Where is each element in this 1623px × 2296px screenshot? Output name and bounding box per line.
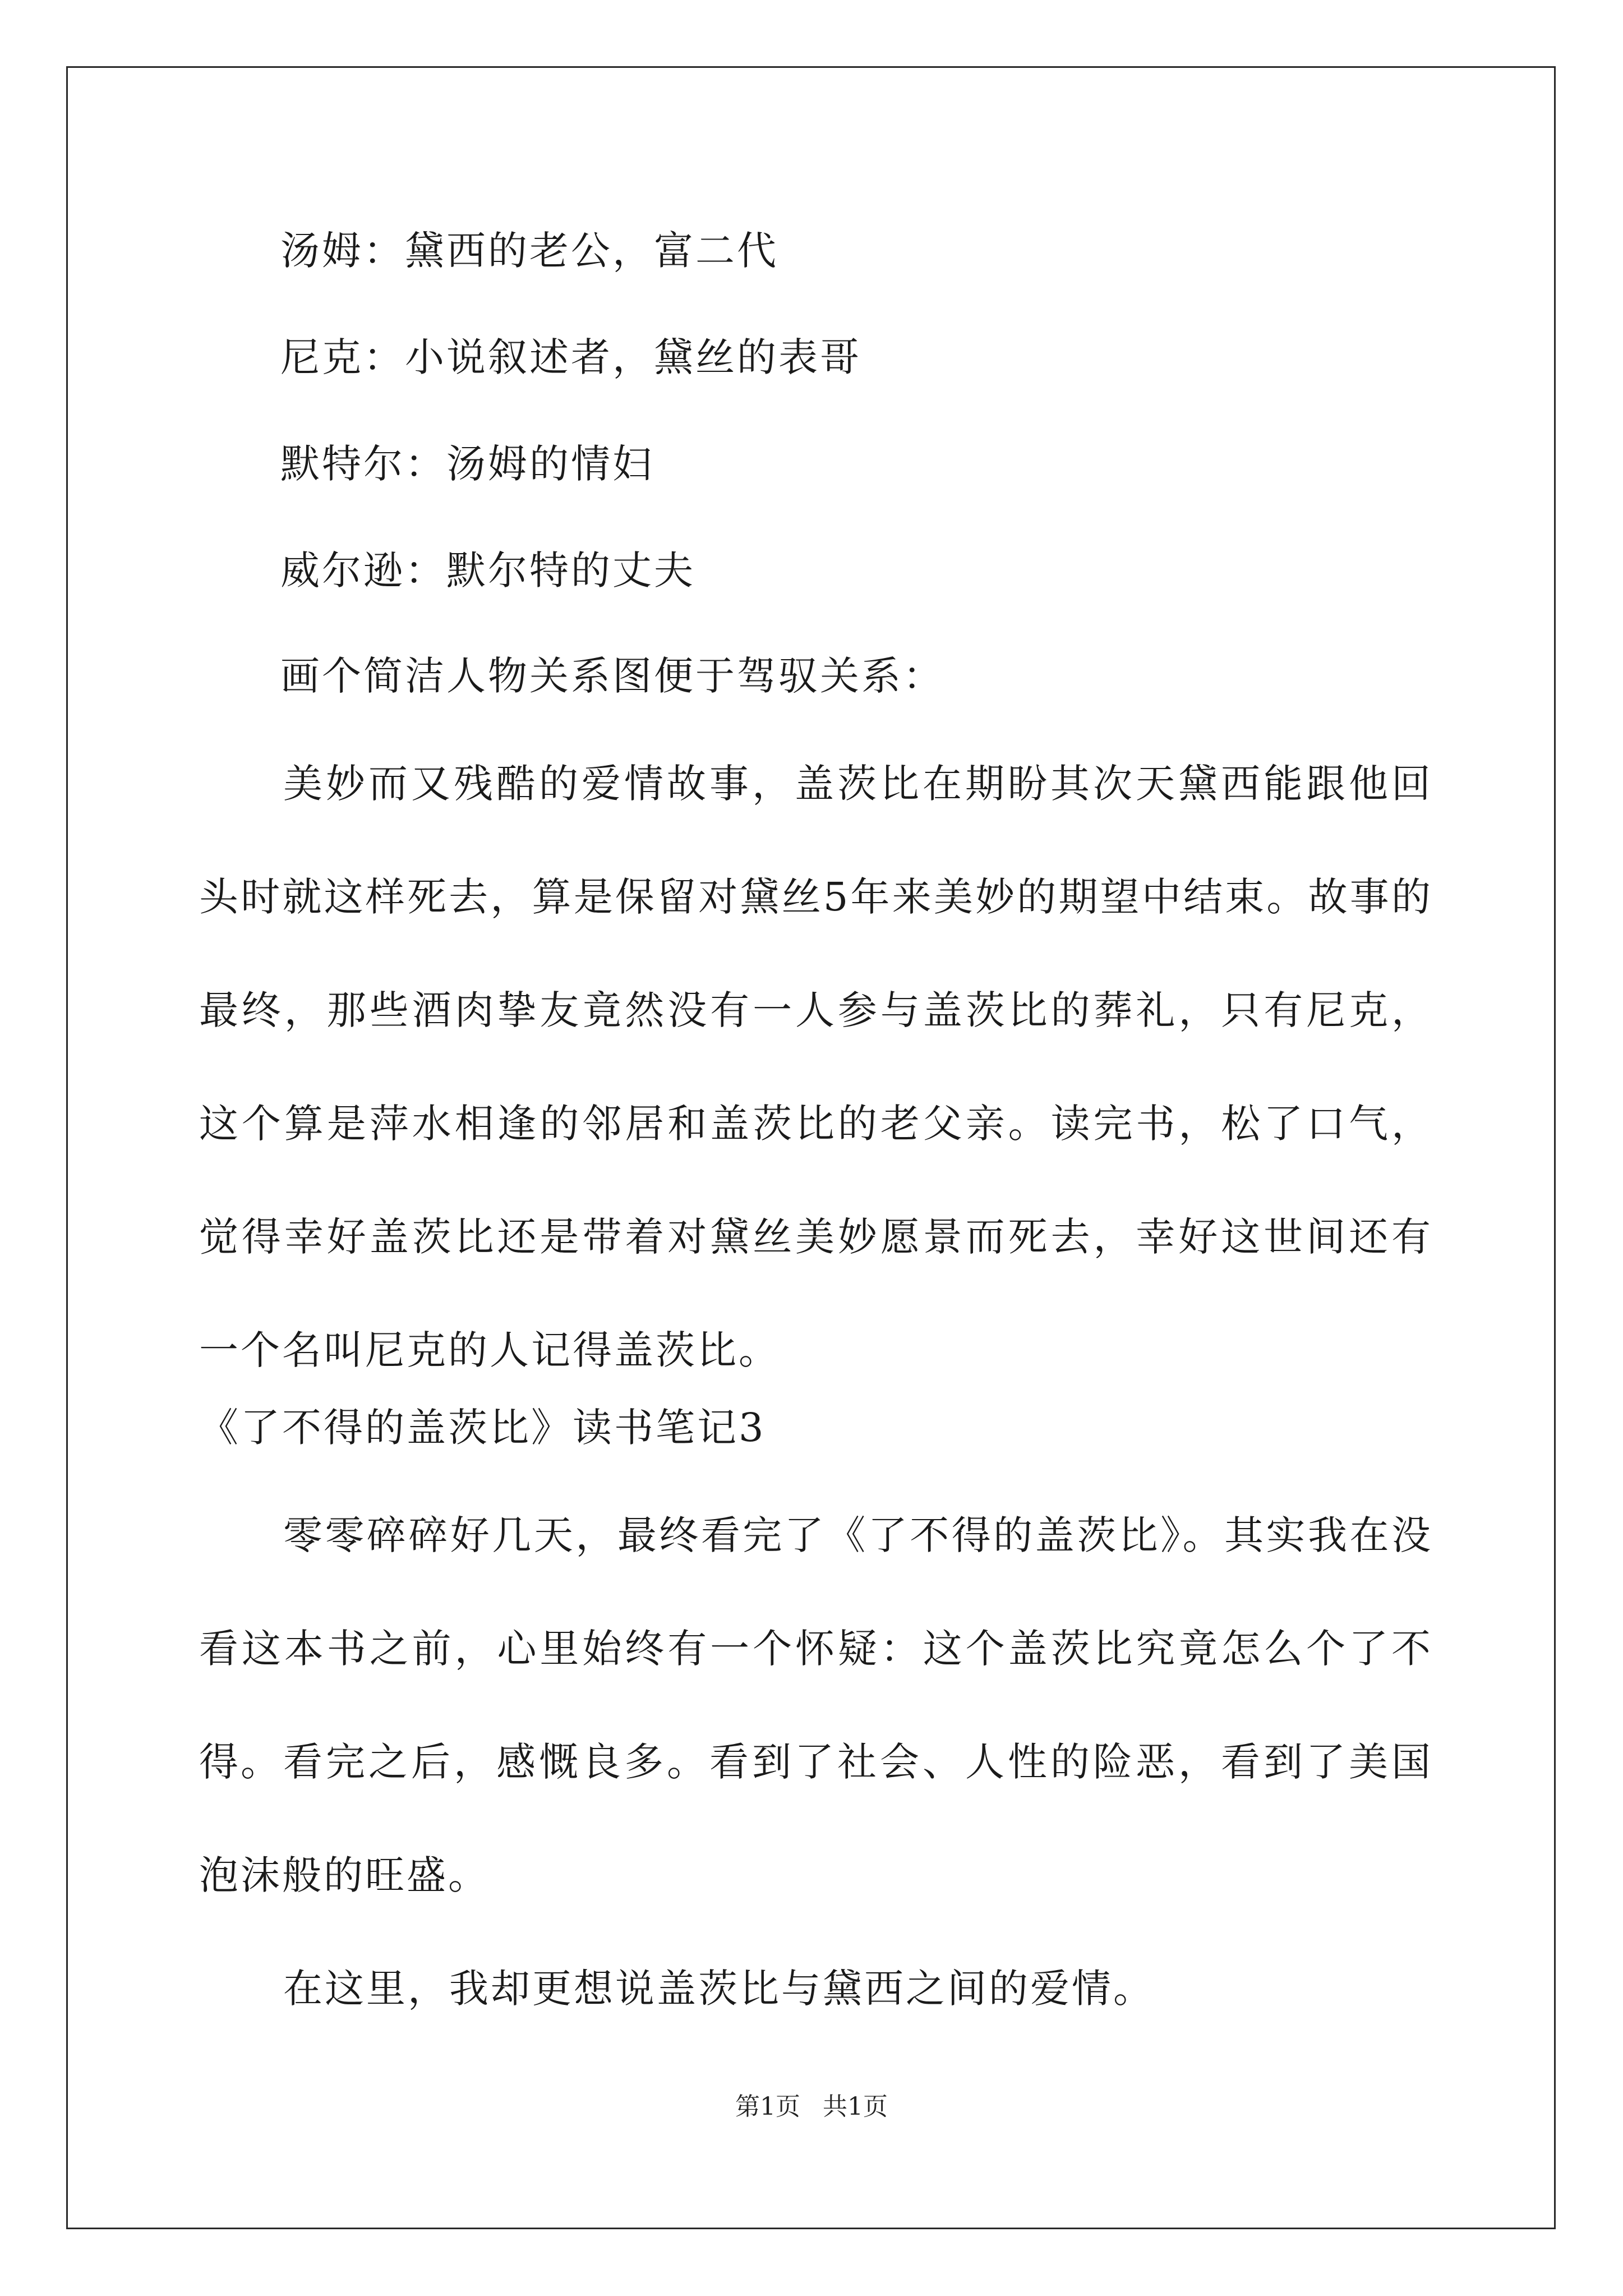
character-line-myrtle: 默特尔：汤姆的情妇	[280, 441, 654, 487]
page-total: 共1页	[823, 2092, 888, 2121]
relationship-note: 画个简洁人物关系图便于驾驭关系：	[280, 653, 944, 699]
paragraph-thoughts: 看完之后，感慨良多。看到了社会、人性的险恶，看到了美国泡沫般的旺盛。	[199, 1739, 1433, 1898]
character-line-nick: 尼克：小说叙述者，黛丝的表哥	[280, 334, 861, 380]
paragraph-intro: 零零碎碎好几天，最终看完了《了不得的盖茨比》。其实我在没看这本书之前，心里始终有一个怀疑：这个盖茨比究竟怎么个了不得。	[199, 1512, 1433, 1785]
paragraph-story-summary: 美妙而又残酷的爱情故事，盖茨比在期盼其次天黛西能跟他回头时就这样死去，算是保留对黛丝5年来美妙的期望中结束。故事的最终，那些酒肉挚友竟然没有一人参与盖茨比的葬礼，只有尼克，这个算是萍水相逢的邻居和盖茨比的老父亲。读完书，松了口气，觉得幸好盖茨比还是带着对黛丝美妙愿景而死去，幸好这世间还有一个名叫尼克的人记得盖茨比。	[199, 761, 1433, 1373]
page-footer	[0, 2091, 1623, 2123]
paragraph-love: 在这里，我却更想说盖茨比与黛西之间的爱情。	[283, 1966, 1155, 2012]
page-number: 第1页	[735, 2092, 800, 2121]
character-line-tom: 汤姆：黛西的老公，富二代	[280, 228, 778, 274]
character-line-wilson: 威尔逊：默尔特的丈夫	[280, 547, 695, 593]
section-title: 《了不得的盖茨比》读书笔记3	[199, 1405, 766, 1451]
